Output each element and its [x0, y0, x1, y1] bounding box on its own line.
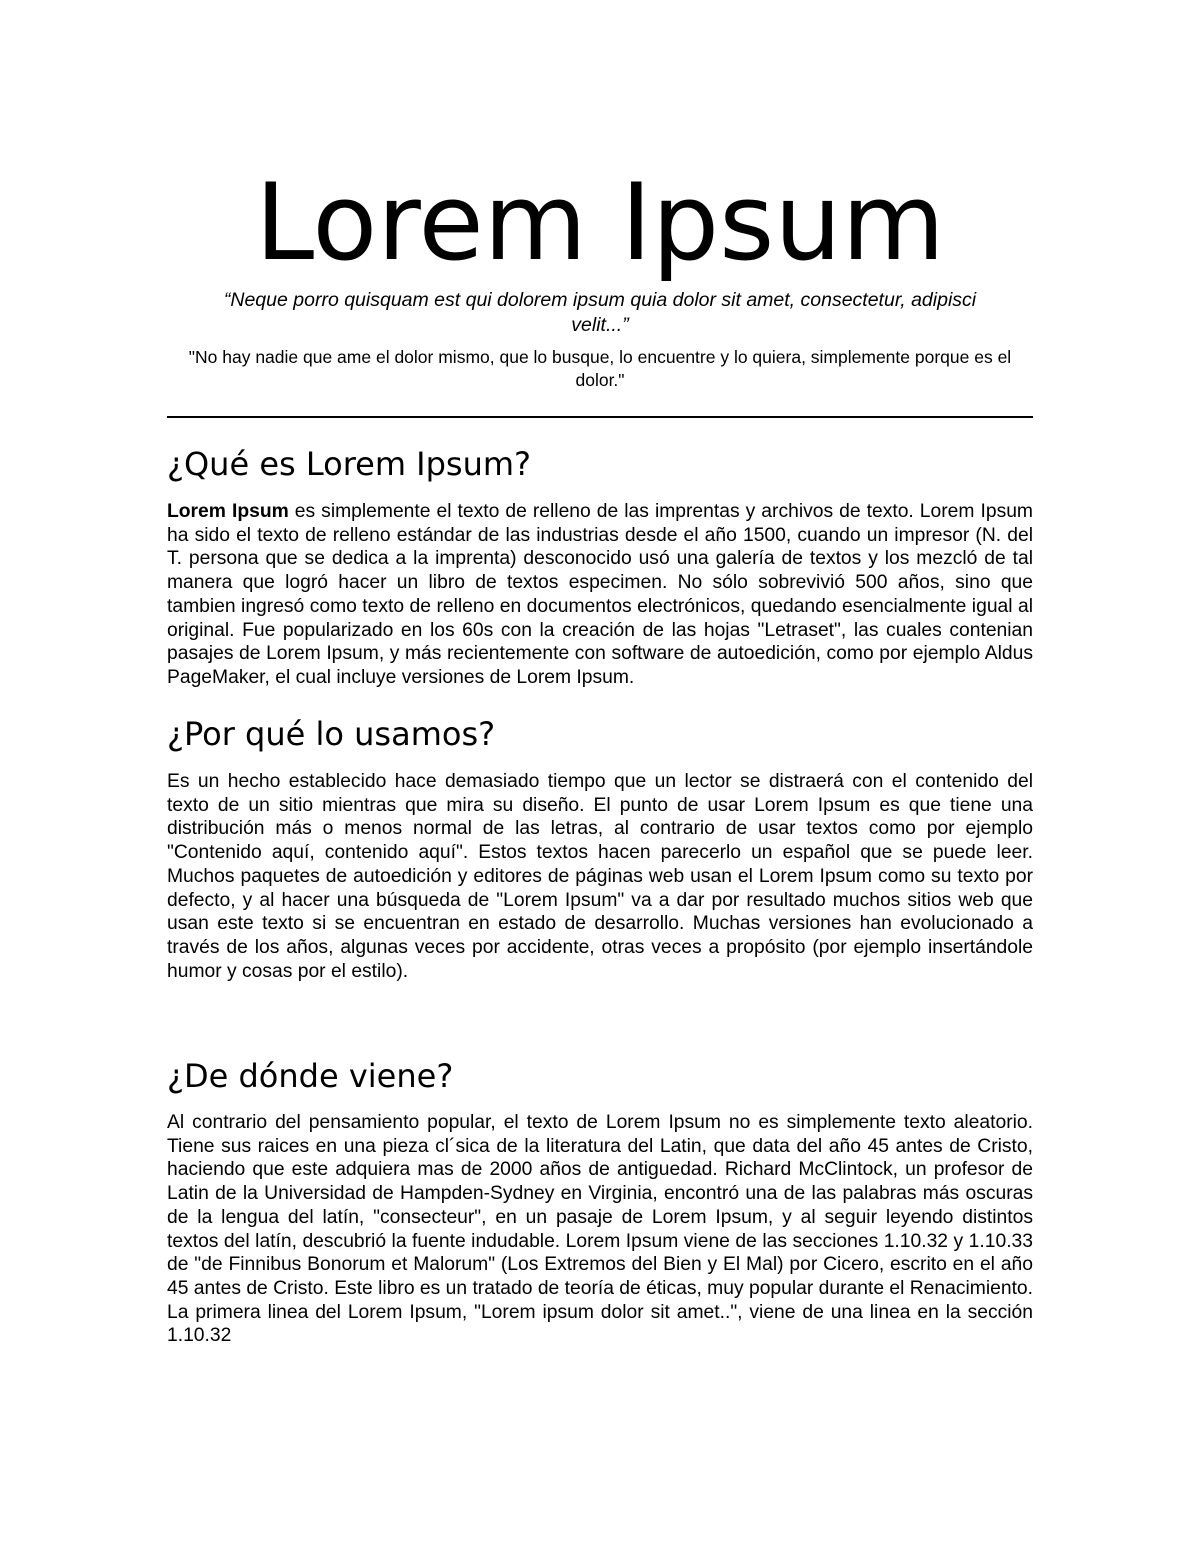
latin-quote-line-1: “Neque porro quisquam est qui dolorem ipsum quia dolor sit amet, consectetur, adipisci — [223, 289, 977, 311]
spanish-quote-line-2: dolor." — [575, 370, 625, 390]
section-heading-que-es: ¿Qué es Lorem Ipsum? — [167, 445, 532, 483]
paragraph-text: es simplemente el texto de relleno de las imprentas y archivos de texto. Lorem Ipsum ha sido el texto de relleno estándar de las industrias desde el año 1500, cuando un impresor (N. del T. persona que se dedica a la imprenta) desconocido usó una galería de textos y los mezcló de tal manera que logró hacer un libro de textos especimen. No sólo sobrevivió 500 años, sino que tambien ingresó como texto de relleno en documentos electrónicos, quedando esencialmente igual al original. Fue popularizado en los 60s con la creación de las hojas "Letraset", las cuales contenian pasajes de Lorem Ipsum, y más recientemente con software de autoedición, como por ejemplo Aldus PageMaker, el cual incluye versiones de Lorem Ipsum. — [167, 501, 1033, 688]
section-heading-de-donde: ¿De dónde viene? — [167, 1057, 454, 1095]
section-paragraph-que-es — [167, 500, 1033, 690]
spanish-quote — [177, 346, 1023, 392]
section-paragraph-por-que: Es un hecho establecido hace demasiado tiempo que un lector se distraerá con el contenido del texto de un sitio mientras que mira su diseño. El punto de usar Lorem Ipsum es que tiene una distribución más o menos normal de las letras, al contrario de usar textos como por ejemplo "Contenido aquí, contenido aquí". Estos textos hacen parecerlo un español que se puede leer. Muchos paquetes de autoedición y editores de páginas web usan el Lorem Ipsum como su texto por defecto, y al hacer una búsqueda de "Lorem Ipsum" va a dar por resultado muchos sitios web que usan este texto si se encuentran en estado de desarrollo. Muchas versiones han evolucionado a través de los años, algunas veces por accidente, otras veces a propósito (por ejemplo insertándole humor y cosas por el estilo). — [167, 771, 1033, 982]
latin-quote-line-2: velit...” — [571, 314, 629, 336]
document-title: Lorem Ipsum — [255, 161, 945, 284]
section-paragraph-de-donde: Al contrario del pensamiento popular, el texto de Lorem Ipsum no es simplemente texto aleatorio. Tiene sus raices en una pieza cl´sica de la literatura del Latin, que data del año 45 antes de Cristo, haciendo que este adquiera mas de 2000 años de antiguedad. Richard McClintock, un profesor de Latin de la Universidad de Hampden-Sydney en Virginia, encontró una de las palabras más oscuras de la lengua del latín, "consecteur", en un pasaje de Lorem Ipsum, y al seguir leyendo distintos textos del latín, descubrió la fuente indudable. Lorem Ipsum viene de las secciones 1.10.32 y 1.10.33 de "de Finnibus Bonorum et Malorum" (Los Extremos del Bien y El Mal) por Cicero, escrito en el año 45 antes de Cristo. Este libro es un tratado de teoría de éticas, muy popular durante el Renacimiento. La primera linea del Lorem Ipsum, "Lorem ipsum dolor sit amet..", viene de una linea en la sección 1.10.32 — [167, 1112, 1034, 1347]
lead-bold-text: Lorem Ipsum — [167, 501, 289, 522]
horizontal-divider — [167, 416, 1033, 418]
section-heading-por-que: ¿Por qué lo usamos? — [167, 715, 496, 753]
latin-quote — [187, 288, 1013, 338]
spanish-quote-line-1: "No hay nadie que ame el dolor mismo, que lo busque, lo encuentre y lo quiera, simplemente porque es el — [188, 347, 1012, 367]
